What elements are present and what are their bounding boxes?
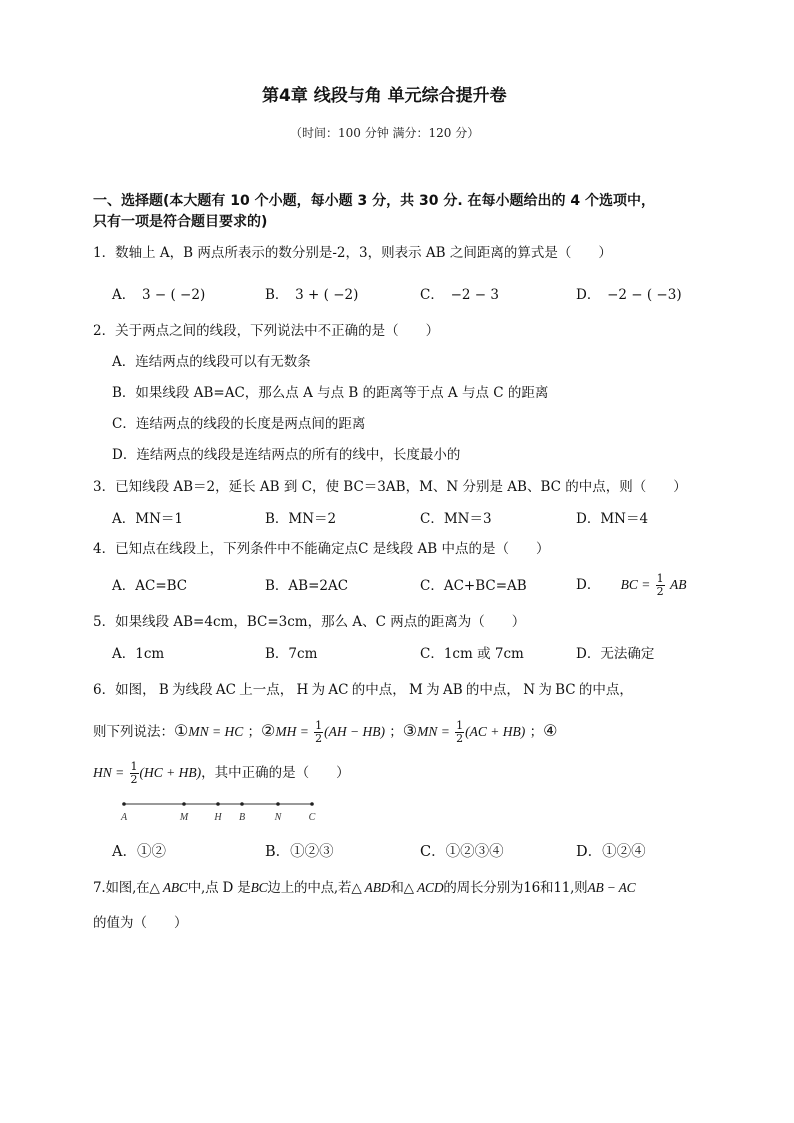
point-b [240, 802, 244, 806]
q4-d-fraction: $\frac{1}{2}$ [656, 572, 664, 598]
q6-s4-lhs: HN = [93, 765, 125, 780]
q6-s2-mark: ② [261, 721, 276, 740]
q6-s4-fraction: $\frac{1}{2}$ [130, 760, 138, 786]
point-label-c: C [308, 812, 316, 823]
q5-option-b: B．7cm [265, 646, 318, 662]
q4-option-b: B．AB=2AC [265, 578, 349, 594]
q4-option-d [576, 572, 686, 598]
q6-sep-1: ； [247, 724, 262, 740]
q3-option-c: C．MN＝3 [420, 511, 492, 527]
q6-option-b: B．①②③ [265, 844, 334, 860]
point-m [182, 802, 186, 806]
q6-segment-figure [110, 796, 330, 826]
q6-s3-rhs: (AC + HB) [465, 724, 526, 739]
q6-stem-prefix: 则下列说法： [93, 724, 174, 740]
exam-info: （时间：100 分钟 满分：120 分） [290, 126, 480, 140]
q4-d-lhs: BC = [620, 577, 651, 592]
q5-option-c: C．1cm 或 7cm [420, 646, 524, 662]
q6-option-a: A．①② [112, 844, 166, 860]
q6-statement4-line [93, 759, 350, 787]
q7-line1: 7.如图,在△ ABC中,点 D 是BC边上的中点,若△ ABD和△ ACD的周长分别为16和11,则AB − AC [93, 880, 636, 896]
point-label-m: M [179, 812, 189, 823]
q3-option-b: B．MN＝2 [265, 511, 337, 527]
q2-option-b: B．如果线段 AB=AC，那么点 A 与点 B 的距离等于点 A 与点 C 的距离 [112, 385, 549, 401]
q4-option-c: C．AC+BC=AB [420, 578, 527, 594]
q1-option-a: A． 3 − ( −2) [112, 287, 206, 303]
q6-s3-mark: ③ [402, 721, 418, 740]
point-c [310, 802, 314, 806]
q4-stem: 4．已知点在线段上，下列条件中不能确定点C 是线段 AB 中点的是（ ） [93, 541, 550, 557]
q6-sep-2: ； [389, 724, 403, 740]
q6-stem-line1: 6．如图， B 为线段 AC 上一点， H 为 AC 的中点， M 为 AB 的中点， N 为 BC 的中点， [93, 682, 633, 698]
q6-sep-3: ； [529, 724, 544, 740]
q6-s2-rhs: (AH − HB) [324, 724, 385, 739]
q6-s1-mark: ① [174, 721, 189, 740]
point-label-n: N [274, 812, 282, 823]
q2-option-c: C．连结两点的线段的长度是两点间的距离 [112, 416, 366, 432]
q2-option-a: A．连结两点的线段可以有无数条 [112, 354, 311, 370]
section-heading-line2: 只有一项是符合题目要求的) [93, 214, 268, 230]
q3-stem: 3．已知线段 AB＝2，延长 AB 到 C，使 BC＝3AB，M、N 分别是 AB、BC 的中点，则（ ） [93, 479, 687, 495]
q5-option-d: D．无法确定 [576, 646, 655, 662]
q6-s2-lhs: MH = [275, 724, 309, 739]
q6-statements-line [93, 717, 557, 746]
page-title: 第4章 线段与角 单元综合提升卷 [262, 86, 507, 106]
q5-option-a: A．1cm [112, 646, 165, 662]
point-h [216, 802, 220, 806]
q4-d-rhs: AB [669, 577, 687, 592]
q4-option-d-letter: D． [576, 577, 601, 593]
q6-s4-mark: ④ [543, 721, 558, 740]
section-heading-line1: 一、选择题(本大题有 10 个小题，每小题 3 分，共 30 分. 在每小题给出的 4 个选项中， [93, 193, 656, 209]
q3-option-d: D．MN＝4 [576, 511, 649, 527]
q1-option-c: C． −2 − 3 [420, 287, 499, 303]
q7-line2: 的值为（ ） [93, 915, 188, 931]
point-a [122, 802, 126, 806]
q6-s3-lhs: MN = [417, 724, 450, 739]
point-label-h: H [214, 812, 222, 823]
q6-option-d: D．①②④ [576, 844, 646, 860]
q6-s1: MN = HC [188, 724, 244, 739]
q1-option-d: D． −2 − ( −3) [576, 287, 682, 303]
q1-option-b: B． 3 + ( −2) [265, 287, 359, 303]
q6-s3-fraction: $\frac{1}{2}$ [456, 719, 464, 745]
q1-stem: 1．数轴上 A，B 两点所表示的数分别是-2，3，则表示 AB 之间距离的算式是（ ） [93, 245, 612, 261]
point-label-a: A [120, 812, 128, 823]
q4-option-a: A．AC=BC [112, 578, 188, 594]
q2-option-d: D．连结两点的线段是连结两点的所有的线中，长度最小的 [112, 447, 461, 463]
point-label-b: B [238, 812, 246, 823]
q6-option-c: C．①②③④ [420, 844, 504, 860]
q5-stem: 5．如果线段 AB=4cm，BC=3cm，那么 A、C 两点的距离为（ ） [93, 614, 526, 630]
q6-s4-rhs: (HC + HB) [139, 765, 202, 780]
q2-stem: 2．关于两点之间的线段，下列说法中不正确的是（ ） [93, 323, 440, 339]
q3-option-a: A．MN＝1 [112, 511, 183, 527]
q6-s2-fraction: $\frac{1}{2}$ [315, 719, 323, 745]
q6-stem-suffix: ，其中正确的是（ ） [201, 765, 350, 781]
point-n [276, 802, 280, 806]
